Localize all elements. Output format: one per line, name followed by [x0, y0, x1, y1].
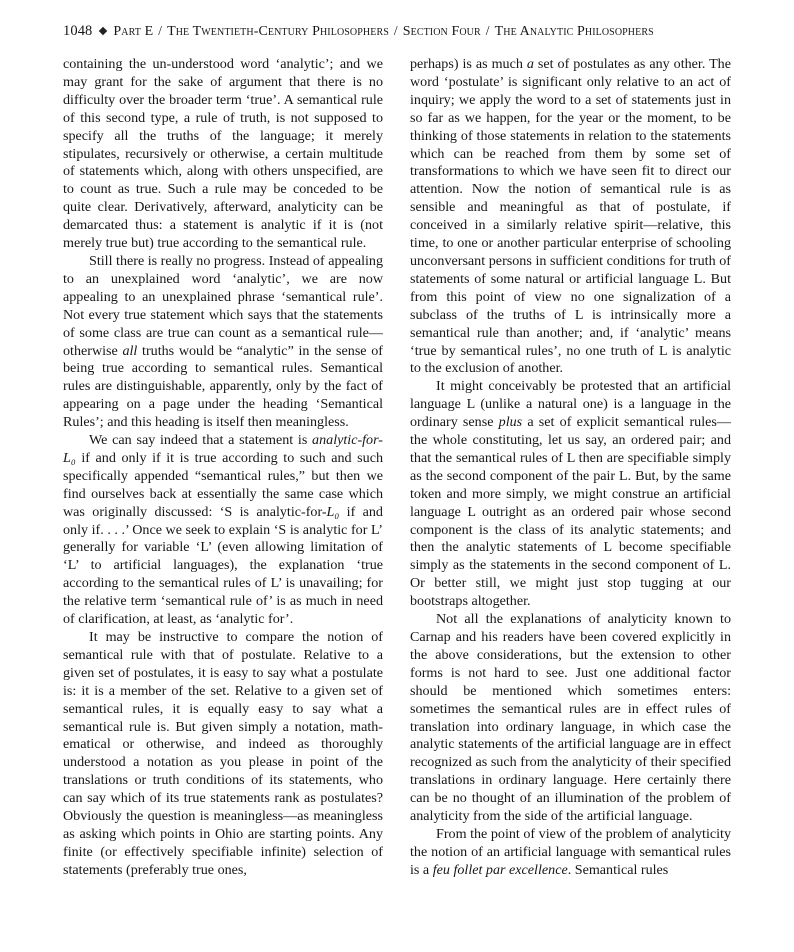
italic-text: feu follet par excellence — [432, 861, 568, 878]
paragraph — [410, 56, 731, 378]
text-run: It might conceivably be protested that an artificial language L (unlike a natural one) is a language in the ordinary sense — [410, 378, 731, 431]
diamond-bullet-icon — [99, 27, 107, 35]
italic-text: plus — [498, 414, 523, 431]
text-run: . Semantical rules — [567, 861, 669, 878]
header-separator: / — [393, 23, 398, 38]
text-run: set of postulates as any other. The word ‘postulate’ is significant only relative to an act of inquiry; we apply the word to a set of statements just in so far as we happen, for the year or the moment, to be thinking of those statements in relation to the statements which can be reached from them by some set of transformations to which we have seen fit to direct our attention. Now the notion of semantical rule is as sensible and meaningful as that of postulate, if conceived in a similarly relative spirit—relative, this time, to one or another particular enterprise of schooling unconversant persons in sufficient conditions for truth of statements of some natural or artificial language L. But from this point of view no one signalization of a subclass of the truths of L is intrinsically more a semantical rule than another; and, if ‘analytic’ means ‘true by semantical rules’, no one truth of L is analytic to the exclusion of another. — [410, 56, 731, 377]
left-column — [63, 56, 383, 880]
paragraph: containing the un-understood word ‘analytic’; and we may grant for the sake of argument that there is no difficulty over the broader term ‘true’. A semantical rule of this second type, a rule of truth, is not supposed to specify all the truths of the language; it merely stipulates, recursively or otherwise, a certain multitude of statements which, along with others unspecified, are to count as true. Such a rule may be conceded to be quite clear. Derivatively, afterward, analyticity can be demarcated thus: a statement is analytic if it is (not merely true but) true according to the semantical rule. — [63, 56, 383, 252]
italic-text: all — [122, 342, 138, 359]
text-run: if and only if. . . .’ Once we seek to explain ‘S is analytic for L’ generally for variable ‘L’ (even allowing limitation of ‘L’ to artificial languages), the explanation ‘true according to the semantical rules of L’ is unavailing; for the relative term ‘semantical rule of’ is as much in need of clarification, at least, as ‘analytic for’. — [63, 503, 383, 628]
right-column — [410, 56, 731, 880]
italic-text: a — [526, 56, 534, 72]
text-run: We can say indeed that a statement is — [89, 432, 313, 449]
text-run: a set of explicit semantical rules—the whole constituting, let us say, an ordered pair; and that the semantical rules of L then are specifiable simply as the second component of the pair L. But, by the same token and more simply, we might construe an artificial language L outright as an ordered pair whose second component is the class of its analytic statements; and then the analytic statements of L become specifiable simply as the statements in the second component of L. Or better still, we might just stop tugging at our bootstraps altogether. — [410, 414, 731, 610]
italic-text: analytic-for-L₀ — [63, 432, 383, 466]
running-header — [63, 21, 743, 41]
italic-text: L₀ — [326, 503, 340, 520]
header-part-title: The Twentieth-Century Philosophers — [167, 24, 389, 39]
header-separator: / — [158, 23, 163, 38]
paragraph: Not all the explanations of analyticity known to Carnap and his readers have been covered explicitly in the above considerations, but the extension to other forms is not hard to see. Just one additional factor should be mentioned which sometimes enters: sometimes the semantical rules are in effect rules of translation into ordinary language, in which case the analytic statements of the artificial language are in effect recognized as such from the analyticity of their specified translations in ordinary language. Here certainly there can be no thought of an illumination of the problem of analyticity from the side of the artificial language. — [410, 611, 731, 825]
text-run: truths would be “analytic” in the sense of being true according to semantical rules. Semantical rules are distinguishable, apparently, only by the fact of appearing on a page under the heading ‘Semantical Rules’; and this heading is itself then meaningless. — [63, 342, 383, 431]
header-section-title: The Analytic Philosophers — [494, 24, 654, 39]
paragraph — [63, 432, 383, 629]
paragraph — [410, 378, 731, 611]
header-separator: / — [485, 23, 490, 38]
text-run: From the point of view of the problem of analyticity the notion of an artificial language with semantical rules is a — [410, 825, 731, 878]
text-run: perhaps) is as much — [410, 56, 527, 72]
paragraph — [63, 253, 383, 432]
text-run: if and only if it is true according to such and such specifically appended “semantical rules,” but then we find ourselves back at essentially the same case which was originally discussed: ‘S is analytic-for- — [63, 449, 383, 520]
header-section: Section Four — [402, 24, 481, 39]
header-part: Part E — [113, 24, 154, 39]
paragraph: It may be instructive to compare the notion of semantical rule with that of postulate. Relative to a given set of postulates, it is easy to say what a postulate is: it is a member of the set. Relative to a given set of semantical rules, it is equally easy to say what a semantical rule is. But given simply a notation, mathematical or otherwise, and indeed as thoroughly understood a notation as you please in point of the translations or truth conditions of its statements, who can say which of its true statements rank as postulates? Obviously the question is meaningless—as meaningless as asking which points in Ohio are starting points. Any finite (or effectively specifiable infinite) selection of statements (preferably true ones, — [63, 629, 383, 878]
page-number: 1048 — [63, 23, 93, 39]
text-run: Still there is really no progress. Instead of appealing to an unexplained word ‘analytic’, we are now appealing to an unexplained phrase ‘semantical rule’. Not every true statement which says that the statements of some class are true can count as a semantical rule—otherwise — [63, 252, 383, 359]
paragraph — [410, 826, 731, 880]
